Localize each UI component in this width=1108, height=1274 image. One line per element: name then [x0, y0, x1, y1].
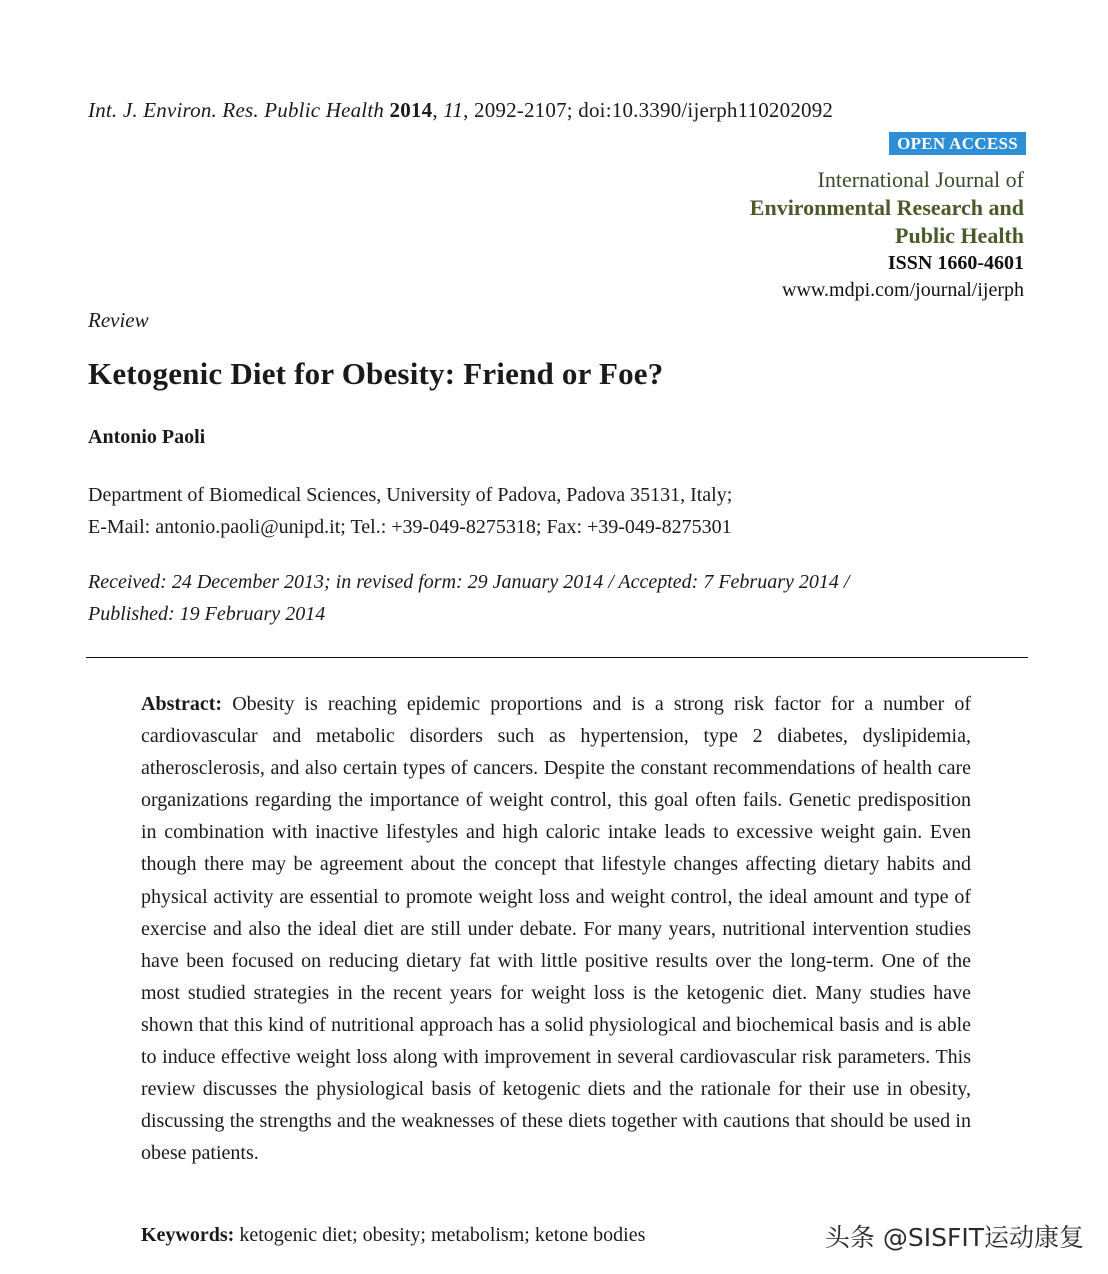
affiliation-contact: E-Mail: antonio.paoli@unipd.it; Tel.: +39-049-8275318; Fax: +39-049-8275301 — [88, 516, 732, 538]
journal-abbrev: Int. J. Environ. Res. Public Health — [88, 98, 385, 122]
section-divider — [86, 657, 1028, 658]
article-type: Review — [88, 308, 149, 332]
abstract — [141, 688, 971, 1169]
journal-name-line3: Public Health — [895, 223, 1024, 248]
affiliation-line1: Department of Biomedical Sciences, University of Padova, Padova 35131, Italy; — [88, 484, 733, 506]
journal-name-line1: International Journal of — [817, 167, 1024, 192]
watermark: 头条 @SISFIT运动康复 — [824, 1223, 1084, 1252]
open-access-badge: OPEN ACCESS — [889, 132, 1026, 155]
citation-pages-doi: , 2092-2107; doi:10.3390/ijerph110202092 — [463, 98, 834, 122]
dates-line1: Received: 24 December 2013; in revised form: 29 January 2014 / Accepted: 7 February 2014 / — [88, 571, 850, 593]
author-name: Antonio Paoli — [88, 426, 206, 448]
journal-issn: ISSN 1660-4601 — [887, 252, 1024, 274]
abstract-label: Abstract: — [141, 693, 223, 715]
keywords-label: Keywords: — [141, 1224, 235, 1246]
publication-dates — [88, 566, 849, 630]
dates-line2: Published: 19 February 2014 — [88, 603, 326, 625]
journal-website: www.mdpi.com/journal/ijerph — [782, 279, 1024, 301]
citation-volume: 11 — [443, 98, 464, 122]
paper-title: Ketogenic Diet for Obesity: Friend or Foe? — [88, 356, 664, 391]
journal-name-line2: Environmental Research and — [749, 195, 1024, 220]
citation-line: Int. J. Environ. Res. Public Health 2014, 11, 2092-2107; doi:10.3390/ijerph110202092 — [88, 98, 834, 122]
journal-name-block — [750, 166, 1024, 304]
citation-year: 2014 — [389, 98, 433, 122]
abstract-text: Obesity is reaching epidemic proportions and is a strong risk factor for a number of cardiovascular and metabolic disorders such as hypertension, type 2 diabetes, dyslipidemia, atherosclerosis, and also certain types of cancers. Despite the constant recommendations of health care organizations regarding the importance of weight control, this goal often fails. Genetic predisposition in combination with inactive lifestyles and high caloric intake leads to excessive weight gain. Even though there may be agreement about the concept that lifestyle changes affecting dietary habits and physical activity are essential to promote weight loss and weight control, the ideal amount and type of exercise and also the ideal diet are still under debate. For many years, nutritional intervention studies have been focused on reducing dietary fat with little positive results over the long-term. One of the most studied strategies in the recent years for weight loss is the ketogenic diet. Many studies have shown that this kind of nutritional approach has a solid physiological and biochemical basis and is able to induce effective weight loss along with improvement in several cardiovascular risk parameters. This review discusses the physiological basis of ketogenic diets and the rationale for their use in obesity, discussing the strengths and the weaknesses of these diets together with cautions that should be used in obese patients. — [141, 693, 971, 1165]
affiliation — [88, 479, 732, 543]
keywords — [141, 1224, 645, 1247]
keywords-text: ketogenic diet; obesity; metabolism; ketone bodies — [239, 1224, 646, 1246]
